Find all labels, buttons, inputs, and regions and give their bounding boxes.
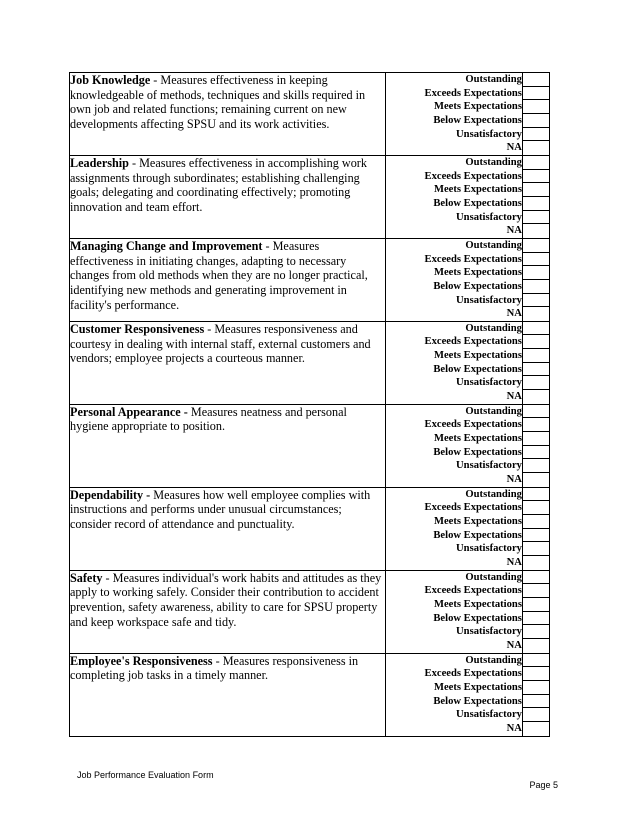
evaluation-table xyxy=(69,72,550,737)
criterion-row xyxy=(70,404,550,487)
rating-checkbox[interactable] xyxy=(523,266,549,280)
rating-label: Unsatisfactory xyxy=(456,709,522,721)
rating-labels-cell xyxy=(385,653,522,736)
rating-checkbox[interactable] xyxy=(523,418,549,432)
criterion-separator: - xyxy=(204,321,215,336)
criterion-title: Personal Appearance - xyxy=(70,404,188,419)
page-number: Page 5 xyxy=(529,780,558,790)
criterion-text: Measures neatness and personal hygiene appropriate to position. xyxy=(70,404,347,434)
rating-checkbox[interactable] xyxy=(523,156,549,170)
criterion-row xyxy=(70,570,550,653)
rating-label: Outstanding xyxy=(465,74,522,85)
rating-label: Outstanding xyxy=(465,405,522,417)
rating-checkbox[interactable] xyxy=(523,128,549,142)
rating-label: Meets Expectations xyxy=(433,681,522,693)
criterion-separator: - xyxy=(150,73,161,87)
rating-label: Meets Expectations xyxy=(433,267,522,279)
criterion-text: Measures responsiveness in completing job tasks in a timely manner. xyxy=(70,653,359,683)
criterion-description-cell xyxy=(70,73,386,156)
criterion-title: Managing Change and Improvement xyxy=(70,238,263,253)
criterion-title: Leadership xyxy=(70,155,129,170)
rating-checkbox[interactable] xyxy=(523,170,549,184)
criterion-text: Measures how well employee complies with instructions and performs under unusual circumstances; consider record of attendance and punctuality. xyxy=(70,487,371,532)
criterion-description-cell xyxy=(70,238,386,321)
rating-boxes-cell xyxy=(522,73,549,156)
rating-labels-cell xyxy=(385,570,522,653)
rating-checkbox[interactable] xyxy=(523,73,549,87)
rating-checkbox[interactable] xyxy=(523,280,549,294)
criterion-description-cell xyxy=(70,487,386,570)
rating-labels-cell xyxy=(385,73,522,156)
rating-label: Unsatisfactory xyxy=(456,377,522,389)
criterion-title: Safety xyxy=(70,570,103,585)
rating-label: Outstanding xyxy=(465,322,522,334)
rating-checkbox[interactable] xyxy=(523,239,549,253)
rating-label: Exceeds Expectations xyxy=(424,253,522,265)
rating-checkbox[interactable] xyxy=(523,211,549,225)
criterion-title: Customer Responsiveness xyxy=(70,321,205,336)
rating-label: Exceeds Expectations xyxy=(424,336,522,348)
rating-boxes-cell xyxy=(522,404,549,487)
rating-label: Below Expectations xyxy=(433,197,522,209)
criterion-text: Measures effectiveness in accomplishing work assignments through subordinates; establishing challenging goals; delegating and coordinating effectively; promoting innovation and team effort. xyxy=(70,155,367,215)
rating-checkbox[interactable] xyxy=(523,100,549,114)
rating-label: Below Expectations xyxy=(433,280,522,292)
rating-label: NA xyxy=(506,722,522,734)
rating-checkbox[interactable] xyxy=(523,529,549,543)
rating-checkbox[interactable] xyxy=(523,722,549,736)
rating-label: Exceeds Expectations xyxy=(424,170,522,182)
rating-boxes-cell xyxy=(522,570,549,653)
rating-label: Below Expectations xyxy=(433,529,522,541)
criterion-separator: - xyxy=(212,653,223,668)
rating-checkbox[interactable] xyxy=(523,708,549,722)
rating-checkbox[interactable] xyxy=(523,294,549,308)
rating-boxes-cell xyxy=(522,155,549,238)
rating-label: Meets Expectations xyxy=(433,598,522,610)
rating-boxes-cell xyxy=(522,238,549,321)
rating-checkbox[interactable] xyxy=(523,515,549,529)
rating-label: Meets Expectations xyxy=(433,516,522,527)
criterion-description-cell xyxy=(70,570,386,653)
rating-label: Unsatisfactory xyxy=(456,626,522,638)
criterion-description-cell xyxy=(70,155,386,238)
rating-label: Exceeds Expectations xyxy=(424,502,522,514)
rating-checkbox[interactable] xyxy=(523,197,549,211)
rating-label: Meets Expectations xyxy=(433,184,522,196)
rating-checkbox[interactable] xyxy=(523,335,549,349)
criterion-separator: - xyxy=(128,155,140,170)
criterion-separator: - xyxy=(262,238,273,253)
criterion-row xyxy=(70,73,550,156)
rating-checkbox[interactable] xyxy=(523,473,549,487)
rating-labels-cell xyxy=(385,321,522,404)
criterion-title: Employee's Responsiveness xyxy=(70,653,213,668)
rating-checkbox[interactable] xyxy=(523,488,549,502)
rating-labels-cell xyxy=(385,404,522,487)
rating-checkbox[interactable] xyxy=(523,459,549,473)
rating-label: Outstanding xyxy=(465,156,522,168)
rating-checkbox[interactable] xyxy=(523,639,549,653)
rating-boxes-cell xyxy=(522,653,549,736)
rating-label: Below Expectations xyxy=(433,363,522,375)
rating-checkbox[interactable] xyxy=(523,667,549,681)
rating-checkbox[interactable] xyxy=(523,376,549,390)
rating-labels-cell xyxy=(385,487,522,570)
rating-checkbox[interactable] xyxy=(523,556,549,570)
criterion-text: Measures effectiveness in keeping knowledgeable of methods, techniques and skills required in own job and related functions; remaining current on new developments affecting SPSU and its work activities. xyxy=(70,73,366,132)
rating-label: Exceeds Expectations xyxy=(424,585,522,597)
rating-boxes-cell xyxy=(522,487,549,570)
rating-label: Meets Expectations xyxy=(433,101,522,113)
rating-label: NA xyxy=(506,556,522,568)
rating-label: Outstanding xyxy=(465,654,522,666)
rating-checkbox[interactable] xyxy=(523,695,549,709)
criterion-separator: - xyxy=(102,570,113,585)
criterion-text: Measures individual's work habits and attitudes as they apply to working safely. Consider their contribution to accident prevention, safety awareness, ability to care for SPSU property and keep workspace safe and tidy. xyxy=(70,570,382,629)
rating-checkbox[interactable] xyxy=(523,349,549,363)
rating-checkbox[interactable] xyxy=(523,654,549,668)
criterion-text: Measures responsiveness and courtesy in dealing with internal staff, external customers and vendors; employee projects a courteous manner. xyxy=(70,321,371,366)
rating-checkbox[interactable] xyxy=(523,432,549,446)
rating-label: NA xyxy=(506,391,522,403)
rating-checkbox[interactable] xyxy=(523,307,549,321)
rating-checkbox[interactable] xyxy=(523,183,549,197)
footer-form-name: Job Performance Evaluation Form xyxy=(77,770,214,780)
rating-label: NA xyxy=(506,225,522,237)
rating-checkbox[interactable] xyxy=(523,584,549,598)
rating-label: Below Expectations xyxy=(433,695,522,707)
rating-checkbox[interactable] xyxy=(523,625,549,639)
rating-label: NA xyxy=(506,474,522,486)
rating-label: NA xyxy=(506,308,522,320)
rating-label: Outstanding xyxy=(465,488,522,500)
rating-labels-cell xyxy=(385,238,522,321)
rating-label: Meets Expectations xyxy=(433,433,522,445)
rating-checkbox[interactable] xyxy=(523,253,549,267)
criterion-row xyxy=(70,653,550,736)
rating-label: Meets Expectations xyxy=(433,350,522,362)
criterion-row xyxy=(70,238,550,321)
rating-label: Unsatisfactory xyxy=(456,543,522,555)
rating-checkbox[interactable] xyxy=(523,224,549,238)
rating-checkbox[interactable] xyxy=(523,501,549,515)
rating-checkbox[interactable] xyxy=(523,446,549,460)
rating-label: Exceeds Expectations xyxy=(424,87,522,99)
rating-checkbox[interactable] xyxy=(523,681,549,695)
rating-label: Unsatisfactory xyxy=(456,211,522,223)
rating-checkbox[interactable] xyxy=(523,542,549,556)
rating-boxes-cell xyxy=(522,321,549,404)
rating-label: Below Expectations xyxy=(433,612,522,624)
rating-checkbox[interactable] xyxy=(523,598,549,612)
rating-checkbox[interactable] xyxy=(523,571,549,585)
rating-checkbox[interactable] xyxy=(523,141,549,155)
rating-label: Below Expectations xyxy=(433,446,522,458)
rating-label: Outstanding xyxy=(465,571,522,583)
rating-label: Outstanding xyxy=(465,239,522,251)
criterion-title: Job Knowledge xyxy=(70,73,151,87)
rating-label: Unsatisfactory xyxy=(456,294,522,306)
rating-checkbox[interactable] xyxy=(523,87,549,101)
rating-checkbox[interactable] xyxy=(523,114,549,128)
rating-labels-cell xyxy=(385,155,522,238)
rating-checkbox[interactable] xyxy=(523,390,549,404)
rating-checkbox[interactable] xyxy=(523,322,549,336)
criterion-description-cell xyxy=(70,321,386,404)
criterion-row xyxy=(70,487,550,570)
criterion-text: Measures effectiveness in initiating changes, adapting to necessary changes from old methods when they are no longer practical, identifying new methods and generating improvement in facility's performance. xyxy=(70,238,368,312)
criterion-row xyxy=(70,155,550,238)
rating-label: Unsatisfactory xyxy=(456,128,522,140)
rating-label: NA xyxy=(506,142,522,154)
rating-label: Exceeds Expectations xyxy=(424,419,522,431)
rating-label: NA xyxy=(506,639,522,651)
rating-label: Exceeds Expectations xyxy=(424,668,522,680)
rating-label: Unsatisfactory xyxy=(456,460,522,472)
rating-checkbox[interactable] xyxy=(523,405,549,419)
rating-label: Below Expectations xyxy=(433,114,522,126)
criterion-description-cell xyxy=(70,404,386,487)
criterion-row xyxy=(70,321,550,404)
criterion-title: Dependability - xyxy=(70,487,151,502)
rating-checkbox[interactable] xyxy=(523,612,549,626)
rating-checkbox[interactable] xyxy=(523,363,549,377)
criterion-description-cell xyxy=(70,653,386,736)
